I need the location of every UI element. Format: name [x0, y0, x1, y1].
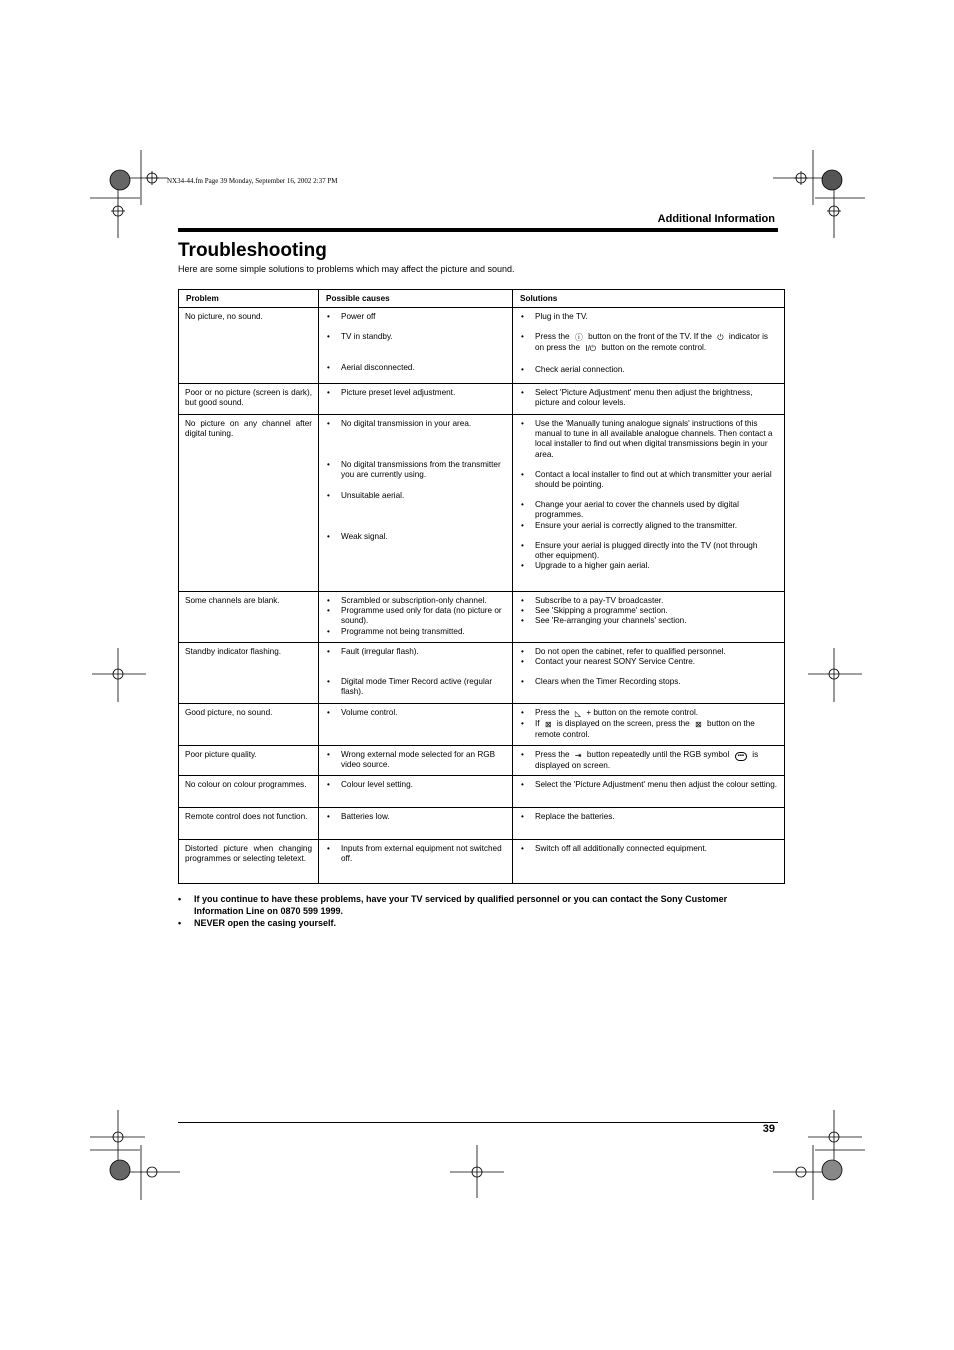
section-label: Additional Information: [657, 213, 775, 225]
table-row: [179, 415, 785, 592]
solution-item: • Upgrade to a higher gain aerial.: [519, 561, 778, 571]
causes-cell: [319, 415, 513, 592]
troubleshooting-table: [178, 289, 785, 884]
table-row: [179, 643, 785, 704]
mute-icon: ⊠: [544, 720, 552, 730]
cause-item: • Digital mode Timer Record active (regular flash).: [325, 677, 506, 697]
volume-icon: ◺: [574, 709, 582, 718]
table-row: [179, 808, 785, 840]
solution-item: • Select the 'Picture Adjustment' menu then adjust the colour setting.: [519, 780, 778, 790]
cause-item: • No digital transmission in your area.: [325, 419, 506, 429]
footer-rule: [178, 1122, 778, 1123]
cause-item: • Wrong external mode selected for an RGB video source.: [325, 750, 506, 770]
causes-cell: [319, 840, 513, 884]
cause-item: • Scrambled or subscription-only channel.: [325, 596, 506, 606]
cause-item: • Volume control.: [325, 708, 506, 718]
header-causes: Possible causes: [319, 290, 513, 308]
problem-cell: Distorted picture when changing programmes or selecting teletext.: [179, 840, 319, 884]
note-item: • If you continue to have these problems, have your TV serviced by qualified personnel or you can contact the Sony Customer Information Line on 0870 599 1999.: [178, 893, 778, 917]
solution-item: • Contact a local installer to find out at which transmitter your aerial should be pointing.: [519, 470, 778, 490]
input-select-icon: ⇥: [574, 750, 582, 760]
table-row: [179, 592, 785, 643]
solution-item: • Replace the batteries.: [519, 812, 778, 822]
causes-cell: [319, 704, 513, 746]
solution-item: • Subscribe to a pay-TV broadcaster.: [519, 596, 778, 606]
cause-item: • Picture preset level adjustment.: [325, 388, 506, 398]
standby-icon: ⏻: [717, 333, 724, 343]
table-row: [179, 840, 785, 884]
power-button-icon: ⓘ: [574, 333, 583, 343]
page-title: Troubleshooting: [178, 240, 327, 261]
solution-item: • Ensure your aerial is plugged directly into the TV (not through other equipment).: [519, 541, 778, 561]
cause-item: • Weak signal.: [325, 532, 506, 542]
solution-item: • Use the 'Manually tuning analogue signals' instructions of this manual to tune in all available analogue channels. Then contact a local installer to find out when digital transmissions begin in your area.: [519, 419, 778, 460]
causes-cell: [319, 745, 513, 775]
header-rule: [178, 228, 778, 232]
solution-item: • Switch off all additionally connected equipment.: [519, 844, 778, 854]
solution-item: • Change your aerial to cover the channels used by digital programmes.: [519, 500, 778, 520]
solution-item: • Press the ◺ + button on the remote control.: [519, 708, 778, 719]
causes-cell: [319, 808, 513, 840]
problem-cell: No picture on any channel after digital tuning.: [179, 415, 319, 592]
print-info: NX34-44.fm Page 39 Monday, September 16, 2002 2:37 PM: [167, 177, 338, 185]
solutions-cell: [513, 643, 785, 704]
solutions-cell: [513, 840, 785, 884]
causes-cell: [319, 384, 513, 415]
solutions-cell: [513, 415, 785, 592]
cause-item: • No digital transmissions from the transmitter you are currently using.: [325, 460, 506, 480]
solutions-cell: [513, 808, 785, 840]
causes-cell: [319, 776, 513, 808]
table-row: [179, 776, 785, 808]
solutions-cell: [513, 308, 785, 384]
cause-item: • TV in standby.: [325, 332, 506, 342]
cause-item: • Programme not being transmitted.: [325, 627, 506, 637]
table-row: [179, 745, 785, 775]
table-row: [179, 704, 785, 746]
table-row: [179, 308, 785, 384]
solution-item: • Contact your nearest SONY Service Centre.: [519, 657, 778, 667]
cause-item: • Aerial disconnected.: [325, 363, 506, 373]
solution-item: • Do not open the cabinet, refer to qualified personnel.: [519, 647, 778, 657]
cause-item: • Fault (irregular flash).: [325, 647, 506, 657]
problem-cell: Poor or no picture (screen is dark), but good sound.: [179, 384, 319, 415]
solution-item: • Press the ⓘ button on the front of the TV. If the ⏻ indicator is on press the I/⏻ button on the remote control.: [519, 332, 778, 354]
causes-cell: [319, 643, 513, 704]
header-solutions: Solutions: [513, 290, 785, 308]
problem-cell: Good picture, no sound.: [179, 704, 319, 746]
problem-cell: Standby indicator flashing.: [179, 643, 319, 704]
problem-cell: Poor picture quality.: [179, 745, 319, 775]
solution-item: • Plug in the TV.: [519, 312, 778, 322]
table-row: [179, 384, 785, 415]
note-item: • NEVER open the casing yourself.: [178, 917, 778, 929]
causes-cell: [319, 308, 513, 384]
problem-cell: Some channels are blank.: [179, 592, 319, 643]
solution-item: • Check aerial connection.: [519, 365, 778, 375]
solution-item: • If ⊠ is displayed on the screen, press the ⊠ button on the remote control.: [519, 719, 778, 740]
solution-item: • See 'Re-arranging your channels' section.: [519, 616, 778, 626]
solution-item: • Clears when the Timer Recording stops.: [519, 677, 778, 687]
notes-list: [178, 893, 778, 929]
rgb-symbol-icon: ▪▪▪: [735, 752, 747, 761]
cause-item: • Programme used only for data (no picture or sound).: [325, 606, 506, 626]
solution-item: • See 'Skipping a programme' section.: [519, 606, 778, 616]
solutions-cell: [513, 384, 785, 415]
solution-item: • Ensure your aerial is correctly aligned to the transmitter.: [519, 521, 778, 531]
problem-cell: Remote control does not function.: [179, 808, 319, 840]
cause-item: • Inputs from external equipment not switched off.: [325, 844, 506, 864]
solutions-cell: [513, 704, 785, 746]
solution-item: • Press the ⇥ button repeatedly until the RGB symbol ▪▪▪ is displayed on screen.: [519, 750, 778, 771]
solutions-cell: [513, 745, 785, 775]
page-number: 39: [762, 1123, 775, 1135]
solution-item: • Select 'Picture Adjustment' menu then adjust the brightness, picture and colour levels.: [519, 388, 778, 408]
cause-item: • Power off: [325, 312, 506, 322]
table-header-row: [179, 290, 785, 308]
cause-item: • Batteries low.: [325, 812, 506, 822]
solutions-cell: [513, 776, 785, 808]
problem-cell: No picture, no sound.: [179, 308, 319, 384]
intro-text: Here are some simple solutions to problems which may affect the picture and sound.: [178, 264, 515, 274]
cause-item: • Unsuitable aerial.: [325, 491, 506, 501]
causes-cell: [319, 592, 513, 643]
header-problem: Problem: [179, 290, 319, 308]
standby-toggle-icon: I/⏻: [585, 344, 597, 354]
problem-cell: No colour on colour programmes.: [179, 776, 319, 808]
solutions-cell: [513, 592, 785, 643]
cause-item: • Colour level setting.: [325, 780, 506, 790]
mute-icon: ⊠: [695, 720, 702, 730]
